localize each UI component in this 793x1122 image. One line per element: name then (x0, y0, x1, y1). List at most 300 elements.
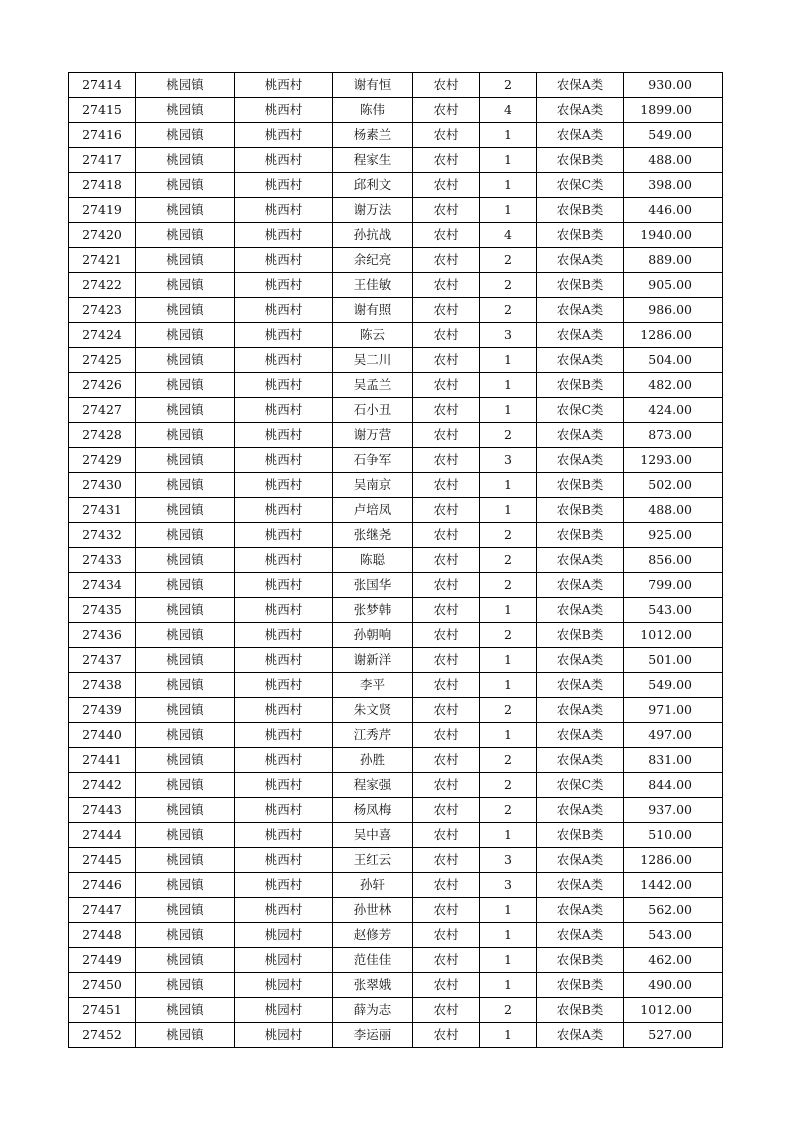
serial-number-cell: 27421 (69, 248, 136, 273)
name-cell: 陈聪 (333, 548, 413, 573)
village-cell: 桃西村 (235, 323, 333, 348)
amount-cell: 543.00 (624, 598, 723, 623)
town-cell: 桃园镇 (136, 723, 235, 748)
amount-cell: 446.00 (624, 198, 723, 223)
household-type-cell: 农村 (413, 998, 480, 1023)
village-cell: 桃西村 (235, 123, 333, 148)
serial-number-cell: 27448 (69, 923, 136, 948)
table-row (69, 348, 723, 373)
table-row (69, 623, 723, 648)
village-cell: 桃西村 (235, 673, 333, 698)
name-cell: 吴二川 (333, 348, 413, 373)
town-cell: 桃园镇 (136, 448, 235, 473)
serial-number-cell: 27437 (69, 648, 136, 673)
household-type-cell: 农村 (413, 748, 480, 773)
household-type-cell: 农村 (413, 73, 480, 98)
table-row (69, 173, 723, 198)
serial-number-cell: 27417 (69, 148, 136, 173)
insurance-category-cell: 农保A类 (537, 873, 624, 898)
town-cell: 桃园镇 (136, 898, 235, 923)
serial-number-cell: 27442 (69, 773, 136, 798)
amount-cell: 1899.00 (624, 98, 723, 123)
name-cell: 孙轩 (333, 873, 413, 898)
amount-cell: 502.00 (624, 473, 723, 498)
insurance-category-cell: 农保C类 (537, 173, 624, 198)
name-cell: 张继尧 (333, 523, 413, 548)
member-count-cell: 1 (480, 398, 537, 423)
serial-number-cell: 27419 (69, 198, 136, 223)
insurance-category-cell: 农保A类 (537, 898, 624, 923)
table-row (69, 373, 723, 398)
amount-cell: 889.00 (624, 248, 723, 273)
village-cell: 桃西村 (235, 623, 333, 648)
serial-number-cell: 27440 (69, 723, 136, 748)
amount-cell: 462.00 (624, 948, 723, 973)
name-cell: 张国华 (333, 573, 413, 598)
village-cell: 桃园村 (235, 973, 333, 998)
household-type-cell: 农村 (413, 523, 480, 548)
member-count-cell: 2 (480, 298, 537, 323)
town-cell: 桃园镇 (136, 773, 235, 798)
serial-number-cell: 27427 (69, 398, 136, 423)
town-cell: 桃园镇 (136, 98, 235, 123)
serial-number-cell: 27426 (69, 373, 136, 398)
insurance-category-cell: 农保A类 (537, 248, 624, 273)
serial-number-cell: 27444 (69, 823, 136, 848)
name-cell: 石争军 (333, 448, 413, 473)
insurance-category-cell: 农保A类 (537, 1023, 624, 1048)
household-type-cell: 农村 (413, 498, 480, 523)
village-cell: 桃园村 (235, 1023, 333, 1048)
amount-cell: 510.00 (624, 823, 723, 848)
household-type-cell: 农村 (413, 323, 480, 348)
village-cell: 桃园村 (235, 948, 333, 973)
household-type-cell: 农村 (413, 798, 480, 823)
serial-number-cell: 27424 (69, 323, 136, 348)
household-type-cell: 农村 (413, 648, 480, 673)
amount-cell: 930.00 (624, 73, 723, 98)
amount-cell: 543.00 (624, 923, 723, 948)
table-row (69, 648, 723, 673)
village-cell: 桃西村 (235, 648, 333, 673)
amount-cell: 856.00 (624, 548, 723, 573)
town-cell: 桃园镇 (136, 573, 235, 598)
serial-number-cell: 27415 (69, 98, 136, 123)
serial-number-cell: 27452 (69, 1023, 136, 1048)
household-type-cell: 农村 (413, 273, 480, 298)
member-count-cell: 1 (480, 373, 537, 398)
member-count-cell: 1 (480, 198, 537, 223)
name-cell: 谢有照 (333, 298, 413, 323)
table-row (69, 823, 723, 848)
village-cell: 桃西村 (235, 823, 333, 848)
table-row (69, 323, 723, 348)
town-cell: 桃园镇 (136, 248, 235, 273)
insurance-category-cell: 农保A类 (537, 723, 624, 748)
table-row (69, 998, 723, 1023)
name-cell: 陈云 (333, 323, 413, 348)
amount-cell: 873.00 (624, 423, 723, 448)
insurance-category-cell: 农保A类 (537, 573, 624, 598)
town-cell: 桃园镇 (136, 948, 235, 973)
household-type-cell: 农村 (413, 373, 480, 398)
amount-cell: 549.00 (624, 123, 723, 148)
town-cell: 桃园镇 (136, 923, 235, 948)
name-cell: 张翠娥 (333, 973, 413, 998)
insurance-category-cell: 农保B类 (537, 148, 624, 173)
serial-number-cell: 27422 (69, 273, 136, 298)
household-type-cell: 农村 (413, 123, 480, 148)
name-cell: 程家强 (333, 773, 413, 798)
village-cell: 桃西村 (235, 698, 333, 723)
table-row (69, 873, 723, 898)
insurance-category-cell: 农保B类 (537, 823, 624, 848)
table-row (69, 498, 723, 523)
member-count-cell: 1 (480, 923, 537, 948)
amount-cell: 501.00 (624, 648, 723, 673)
insurance-category-cell: 农保A类 (537, 848, 624, 873)
serial-number-cell: 27418 (69, 173, 136, 198)
insurance-category-cell: 农保B类 (537, 998, 624, 1023)
village-cell: 桃园村 (235, 998, 333, 1023)
town-cell: 桃园镇 (136, 748, 235, 773)
table-row (69, 848, 723, 873)
member-count-cell: 2 (480, 623, 537, 648)
village-cell: 桃西村 (235, 273, 333, 298)
member-count-cell: 1 (480, 673, 537, 698)
table-row (69, 473, 723, 498)
member-count-cell: 1 (480, 898, 537, 923)
table-row (69, 673, 723, 698)
name-cell: 吴南京 (333, 473, 413, 498)
name-cell: 赵修芳 (333, 923, 413, 948)
insurance-category-cell: 农保A类 (537, 423, 624, 448)
serial-number-cell: 27435 (69, 598, 136, 623)
town-cell: 桃园镇 (136, 198, 235, 223)
village-cell: 桃西村 (235, 798, 333, 823)
town-cell: 桃园镇 (136, 398, 235, 423)
serial-number-cell: 27436 (69, 623, 136, 648)
table-row (69, 223, 723, 248)
household-type-cell: 农村 (413, 923, 480, 948)
serial-number-cell: 27439 (69, 698, 136, 723)
insurance-category-cell: 农保A类 (537, 798, 624, 823)
amount-cell: 488.00 (624, 148, 723, 173)
village-cell: 桃西村 (235, 548, 333, 573)
name-cell: 杨凤梅 (333, 798, 413, 823)
table-row (69, 723, 723, 748)
member-count-cell: 4 (480, 98, 537, 123)
town-cell: 桃园镇 (136, 523, 235, 548)
member-count-cell: 1 (480, 1023, 537, 1048)
amount-cell: 1012.00 (624, 623, 723, 648)
amount-cell: 424.00 (624, 398, 723, 423)
household-type-cell: 农村 (413, 873, 480, 898)
table-row (69, 923, 723, 948)
household-type-cell: 农村 (413, 398, 480, 423)
name-cell: 李运丽 (333, 1023, 413, 1048)
household-type-cell: 农村 (413, 848, 480, 873)
household-type-cell: 农村 (413, 948, 480, 973)
insurance-category-cell: 农保A类 (537, 298, 624, 323)
table-row (69, 798, 723, 823)
town-cell: 桃园镇 (136, 473, 235, 498)
household-type-cell: 农村 (413, 698, 480, 723)
table-row (69, 448, 723, 473)
serial-number-cell: 27414 (69, 73, 136, 98)
member-count-cell: 2 (480, 248, 537, 273)
member-count-cell: 2 (480, 798, 537, 823)
village-cell: 桃西村 (235, 298, 333, 323)
town-cell: 桃园镇 (136, 498, 235, 523)
insurance-category-cell: 农保B类 (537, 973, 624, 998)
village-cell: 桃西村 (235, 148, 333, 173)
household-type-cell: 农村 (413, 573, 480, 598)
insurance-category-cell: 农保A类 (537, 448, 624, 473)
table-row (69, 123, 723, 148)
name-cell: 江秀芹 (333, 723, 413, 748)
table-row (69, 573, 723, 598)
amount-cell: 488.00 (624, 498, 723, 523)
household-type-cell: 农村 (413, 673, 480, 698)
member-count-cell: 1 (480, 723, 537, 748)
insurance-category-cell: 农保B类 (537, 273, 624, 298)
serial-number-cell: 27443 (69, 798, 136, 823)
name-cell: 李平 (333, 673, 413, 698)
name-cell: 谢有恒 (333, 73, 413, 98)
town-cell: 桃园镇 (136, 848, 235, 873)
amount-cell: 527.00 (624, 1023, 723, 1048)
amount-cell: 831.00 (624, 748, 723, 773)
amount-cell: 1293.00 (624, 448, 723, 473)
amount-cell: 937.00 (624, 798, 723, 823)
serial-number-cell: 27416 (69, 123, 136, 148)
name-cell: 王红云 (333, 848, 413, 873)
member-count-cell: 2 (480, 548, 537, 573)
household-type-cell: 农村 (413, 548, 480, 573)
name-cell: 王佳敏 (333, 273, 413, 298)
name-cell: 余纪亮 (333, 248, 413, 273)
town-cell: 桃园镇 (136, 298, 235, 323)
amount-cell: 986.00 (624, 298, 723, 323)
table-row (69, 773, 723, 798)
household-type-cell: 农村 (413, 723, 480, 748)
serial-number-cell: 27425 (69, 348, 136, 373)
household-type-cell: 农村 (413, 298, 480, 323)
town-cell: 桃园镇 (136, 973, 235, 998)
insurance-category-cell: 农保A类 (537, 98, 624, 123)
insurance-category-cell: 农保B类 (537, 523, 624, 548)
member-count-cell: 2 (480, 573, 537, 598)
name-cell: 孙胜 (333, 748, 413, 773)
insurance-category-cell: 农保C类 (537, 773, 624, 798)
town-cell: 桃园镇 (136, 698, 235, 723)
member-count-cell: 2 (480, 273, 537, 298)
amount-cell: 925.00 (624, 523, 723, 548)
amount-cell: 971.00 (624, 698, 723, 723)
household-type-cell: 农村 (413, 598, 480, 623)
town-cell: 桃园镇 (136, 823, 235, 848)
town-cell: 桃园镇 (136, 623, 235, 648)
table-row (69, 398, 723, 423)
town-cell: 桃园镇 (136, 598, 235, 623)
household-type-cell: 农村 (413, 148, 480, 173)
member-count-cell: 1 (480, 598, 537, 623)
village-cell: 桃西村 (235, 498, 333, 523)
village-cell: 桃西村 (235, 573, 333, 598)
village-cell: 桃西村 (235, 523, 333, 548)
insurance-category-cell: 农保B类 (537, 948, 624, 973)
amount-cell: 1012.00 (624, 998, 723, 1023)
member-count-cell: 2 (480, 698, 537, 723)
town-cell: 桃园镇 (136, 873, 235, 898)
village-cell: 桃西村 (235, 748, 333, 773)
household-type-cell: 农村 (413, 473, 480, 498)
member-count-cell: 2 (480, 773, 537, 798)
town-cell: 桃园镇 (136, 648, 235, 673)
town-cell: 桃园镇 (136, 123, 235, 148)
name-cell: 谢万法 (333, 198, 413, 223)
household-type-cell: 农村 (413, 223, 480, 248)
insurance-category-cell: 农保A类 (537, 923, 624, 948)
insurance-category-cell: 农保B类 (537, 223, 624, 248)
table-row (69, 548, 723, 573)
table-row (69, 198, 723, 223)
insurance-category-cell: 农保A类 (537, 348, 624, 373)
town-cell: 桃园镇 (136, 148, 235, 173)
serial-number-cell: 27431 (69, 498, 136, 523)
table-row (69, 1023, 723, 1048)
member-count-cell: 1 (480, 948, 537, 973)
village-cell: 桃园村 (235, 923, 333, 948)
insurance-category-cell: 农保A类 (537, 73, 624, 98)
village-cell: 桃西村 (235, 448, 333, 473)
insurance-category-cell: 农保A类 (537, 598, 624, 623)
serial-number-cell: 27445 (69, 848, 136, 873)
insurance-category-cell: 农保C类 (537, 398, 624, 423)
name-cell: 薛为志 (333, 998, 413, 1023)
household-type-cell: 农村 (413, 623, 480, 648)
amount-cell: 562.00 (624, 898, 723, 923)
member-count-cell: 2 (480, 998, 537, 1023)
member-count-cell: 3 (480, 873, 537, 898)
amount-cell: 905.00 (624, 273, 723, 298)
amount-cell: 799.00 (624, 573, 723, 598)
amount-cell: 490.00 (624, 973, 723, 998)
serial-number-cell: 27429 (69, 448, 136, 473)
insurance-category-cell: 农保B类 (537, 498, 624, 523)
town-cell: 桃园镇 (136, 373, 235, 398)
table-row (69, 698, 723, 723)
serial-number-cell: 27423 (69, 298, 136, 323)
amount-cell: 549.00 (624, 673, 723, 698)
amount-cell: 497.00 (624, 723, 723, 748)
name-cell: 邱利文 (333, 173, 413, 198)
village-cell: 桃西村 (235, 423, 333, 448)
member-count-cell: 1 (480, 148, 537, 173)
insurance-category-cell: 农保B类 (537, 198, 624, 223)
village-cell: 桃西村 (235, 348, 333, 373)
insurance-category-cell: 农保A类 (537, 648, 624, 673)
household-type-cell: 农村 (413, 348, 480, 373)
household-type-cell: 农村 (413, 773, 480, 798)
table-row (69, 748, 723, 773)
household-type-cell: 农村 (413, 173, 480, 198)
village-cell: 桃西村 (235, 873, 333, 898)
serial-number-cell: 27432 (69, 523, 136, 548)
amount-cell: 504.00 (624, 348, 723, 373)
table-row (69, 273, 723, 298)
amount-cell: 398.00 (624, 173, 723, 198)
insurance-category-cell: 农保A类 (537, 123, 624, 148)
village-cell: 桃西村 (235, 598, 333, 623)
serial-number-cell: 27446 (69, 873, 136, 898)
town-cell: 桃园镇 (136, 273, 235, 298)
member-count-cell: 3 (480, 848, 537, 873)
table-row (69, 973, 723, 998)
name-cell: 杨素兰 (333, 123, 413, 148)
household-type-cell: 农村 (413, 248, 480, 273)
serial-number-cell: 27420 (69, 223, 136, 248)
table-row (69, 948, 723, 973)
name-cell: 卢培凤 (333, 498, 413, 523)
town-cell: 桃园镇 (136, 173, 235, 198)
member-count-cell: 3 (480, 323, 537, 348)
village-cell: 桃西村 (235, 373, 333, 398)
table-row (69, 248, 723, 273)
serial-number-cell: 27449 (69, 948, 136, 973)
town-cell: 桃园镇 (136, 73, 235, 98)
member-count-cell: 1 (480, 648, 537, 673)
member-count-cell: 3 (480, 448, 537, 473)
town-cell: 桃园镇 (136, 223, 235, 248)
amount-cell: 1442.00 (624, 873, 723, 898)
insurance-category-cell: 农保A类 (537, 698, 624, 723)
serial-number-cell: 27433 (69, 548, 136, 573)
serial-number-cell: 27447 (69, 898, 136, 923)
insurance-category-cell: 农保B类 (537, 373, 624, 398)
household-type-cell: 农村 (413, 98, 480, 123)
name-cell: 朱文贤 (333, 698, 413, 723)
table-row (69, 523, 723, 548)
member-count-cell: 1 (480, 973, 537, 998)
amount-cell: 1286.00 (624, 323, 723, 348)
village-cell: 桃西村 (235, 173, 333, 198)
town-cell: 桃园镇 (136, 548, 235, 573)
town-cell: 桃园镇 (136, 323, 235, 348)
amount-cell: 1940.00 (624, 223, 723, 248)
village-cell: 桃西村 (235, 473, 333, 498)
amount-cell: 1286.00 (624, 848, 723, 873)
name-cell: 程家生 (333, 148, 413, 173)
name-cell: 吴孟兰 (333, 373, 413, 398)
insurance-category-cell: 农保A类 (537, 748, 624, 773)
table-row (69, 423, 723, 448)
town-cell: 桃园镇 (136, 423, 235, 448)
name-cell: 陈伟 (333, 98, 413, 123)
serial-number-cell: 27450 (69, 973, 136, 998)
town-cell: 桃园镇 (136, 673, 235, 698)
town-cell: 桃园镇 (136, 348, 235, 373)
table-row (69, 98, 723, 123)
member-count-cell: 2 (480, 523, 537, 548)
name-cell: 孙世林 (333, 898, 413, 923)
serial-number-cell: 27451 (69, 998, 136, 1023)
serial-number-cell: 27438 (69, 673, 136, 698)
village-cell: 桃西村 (235, 98, 333, 123)
name-cell: 孙抗战 (333, 223, 413, 248)
insurance-category-cell: 农保A类 (537, 323, 624, 348)
